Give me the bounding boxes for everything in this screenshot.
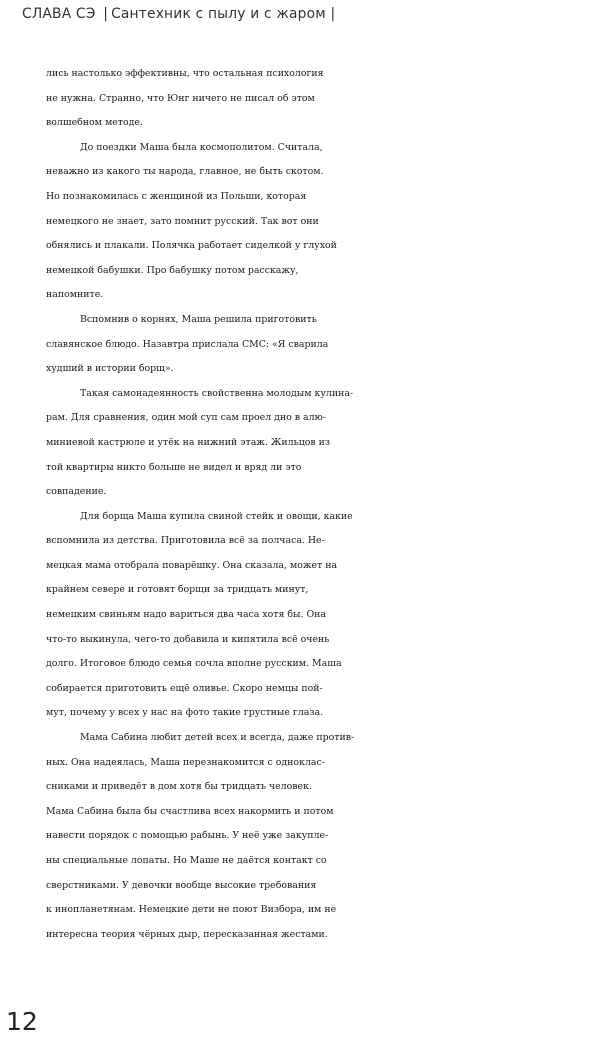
text-line: долго. Итоговое блюдо семья сочла вполне русским. Маша	[46, 658, 342, 670]
text-line: ны специальные лопаты. Но Маше не даётся контакт со	[46, 855, 327, 866]
text-line: Вспомнив о корнях, Маша решила приготовить	[80, 313, 317, 325]
text-line: к инопланетянам. Немецкие дети не поют Визбора, им не	[46, 904, 337, 916]
text-line: мецкая мама отобрала поварёшку. Она сказала, может на	[46, 559, 338, 571]
text-line: неважно из какого ты народа, главное, не быть скотом.	[46, 166, 324, 178]
text-line: крайнем севере и готовят борщи за тридцать минут,	[46, 584, 309, 596]
text-line: Но познакомилась с женщиной из Польши, которая	[46, 190, 307, 202]
text-line: сниками и приведёт в дом хотя бы тридцать человек.	[46, 781, 312, 793]
text-line: миниевой кастрюле и утёк на нижний этаж. Жильцов из	[46, 436, 330, 448]
text-line: что-то выкинула, чего-то добавила и кипятила всё очень	[46, 633, 330, 645]
text-line: сверстниками. У девочки вообще высокие требования	[46, 879, 317, 891]
text-line: той квартиры никто больше не видел и вряд ли это	[46, 461, 302, 473]
text-line: худший в истории борщ».	[46, 363, 174, 375]
running-head	[22, 6, 335, 22]
header-separator: |	[103, 6, 109, 22]
text-line: Мама Сабина была бы счастлива всех накормить и потом	[46, 805, 334, 817]
text-line: навести порядок с помощью рабынь. У неё уже закупле-	[46, 830, 329, 842]
text-line: обнялись и плакали. Полячка работает сиделкой у глухой	[46, 240, 337, 252]
text-line: немецким свиньям надо вариться два часа хотя бы. Она	[46, 609, 326, 621]
text-line: рам. Для сравнения, один мой суп сам проел дно в алю-	[46, 412, 326, 424]
text-line: мут, почему у всех у нас на фото такие грустные глаза.	[46, 707, 324, 719]
text-line: интересна теория чёрных дыр, пересказанная жестами.	[46, 928, 328, 940]
text-line: немецкой бабушки. Про бабушку потом расскажу,	[46, 264, 299, 276]
text-line: вспомнила из детства. Приготовила всё за полчаса. Не-	[46, 535, 325, 547]
text-line: До поездки Маша была космополитом. Считала,	[80, 141, 323, 153]
text-line: ных. Она надеялась, Маша перезнакомится с одноклас-	[46, 756, 325, 768]
text-line: Такая самонадеянность свойственна молодым кулина-	[80, 387, 354, 399]
header-author: СЛАВА СЭ	[22, 6, 96, 22]
text-line: совпадение.	[46, 486, 107, 498]
text-line: собирается приготовить ещё оливье. Скоро немцы пой-	[46, 682, 323, 694]
text-line: славянское блюдо. Назавтра прислала СМС: «Я сварила	[46, 338, 329, 350]
text-line: Мама Сабина любит детей всех и всегда, даже против-	[80, 732, 355, 744]
header-book-title: Сантехник с пылу и с жаром	[111, 6, 326, 22]
text-line: лись настолько эффективны, что остальная психология	[46, 68, 324, 79]
text-line: не нужна. Странно, что Юнг ничего не писал об этом	[46, 92, 315, 104]
body-text	[46, 62, 606, 947]
header-end-mark: |	[330, 6, 336, 22]
text-line: напомните.	[46, 289, 104, 301]
text-line: немецкого не знает, зато помнит русский. Так вот они	[46, 215, 319, 227]
page-number: 12	[6, 1007, 38, 1036]
text-line: волшебном методе.	[46, 117, 143, 129]
text-line: Для борща Маша купила свиной стейк и овощи, какие	[80, 510, 353, 522]
